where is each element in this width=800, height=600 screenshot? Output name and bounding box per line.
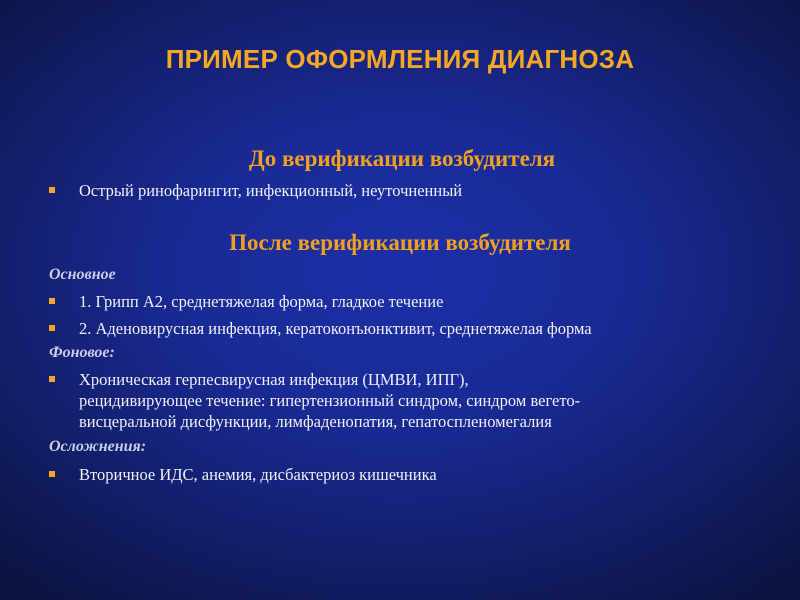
slide-title: ПРИМЕР ОФОРМЛЕНИЯ ДИАГНОЗА <box>165 44 635 74</box>
heading-before-verification: До верификации возбудителя <box>248 146 556 171</box>
square-bullet-icon <box>49 187 55 193</box>
section-label-main: Основное <box>49 266 116 283</box>
section-label-complications: Осложнения: <box>49 438 147 455</box>
list-item-text: Вторичное ИДС, анемия, дисбактериоз кишечника <box>79 465 437 484</box>
list-item-text: 2. Аденовирусная инфекция, кератоконъюнктивит, среднетяжелая форма <box>79 319 592 338</box>
list-item-text: Острый ринофарингит, инфекционный, неуточненный <box>79 181 463 200</box>
square-bullet-icon <box>49 471 55 477</box>
section-label-background: Фоновое: <box>49 344 115 361</box>
list-item-text: 1. Грипп А2, среднетяжелая форма, гладкое течение <box>79 292 444 311</box>
heading-after-verification: После верификации возбудителя <box>229 230 571 255</box>
list-item-text: Хроническая герпесвирусная инфекция (ЦМВИ, ИПГ), рецидивирующее течение: гипертензионный синдром, синдром вегето- висцеральной дисфункции, лимфаденопатия, гепатоспленомегалия <box>79 370 581 431</box>
square-bullet-icon <box>49 325 55 331</box>
square-bullet-icon <box>49 298 55 304</box>
square-bullet-icon <box>49 376 55 382</box>
